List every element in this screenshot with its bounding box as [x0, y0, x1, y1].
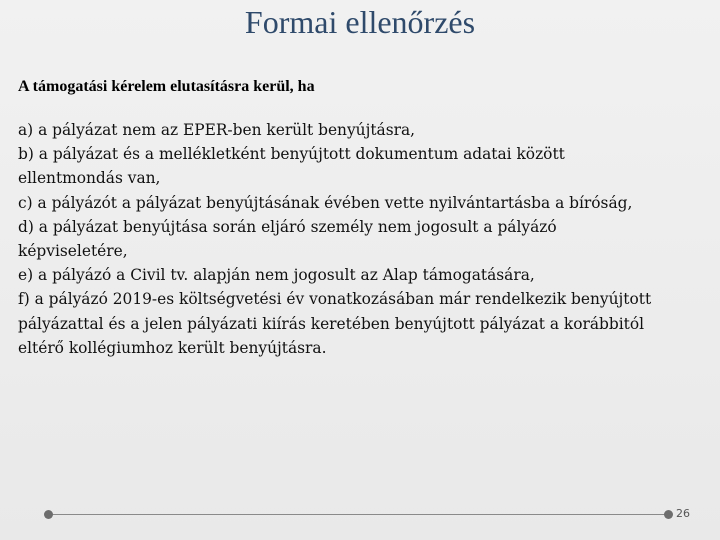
footer-dot-right	[664, 510, 673, 519]
condition-list	[18, 118, 658, 360]
footer-divider	[48, 514, 668, 515]
page-number: 26	[676, 507, 690, 520]
list-item: e) a pályázó a Civil tv. alapján nem jogosult az Alap támogatására,	[18, 266, 535, 285]
slide-subtitle: A támogatási kérelem elutasításra kerül, ha	[18, 78, 315, 95]
list-item: d) a pályázat benyújtása során eljáró személy nem jogosult a pályázó képviseletére,	[18, 217, 557, 261]
footer-dot-left	[44, 510, 53, 519]
page-title: Formai ellenőrzés	[244, 4, 476, 40]
list-item: a) a pályázat nem az EPER-ben került benyújtásra,	[18, 121, 416, 139]
list-item: f) a pályázó 2019-es költségvetési év vonatkozásában már rendelkezik benyújtott pályázattal és a jelen pályázati kiírás keretében benyújtott pályázat a korábbitól eltérő kollégiumhoz került benyújtásra.	[18, 290, 652, 357]
list-item: b) a pályázat és a mellékletként benyújtott dokumentum adatai között ellentmondás van,	[18, 145, 565, 188]
list-item: c) a pályázót a pályázat benyújtásának évében vette nyilvántartásba a bíróság,	[18, 193, 633, 212]
